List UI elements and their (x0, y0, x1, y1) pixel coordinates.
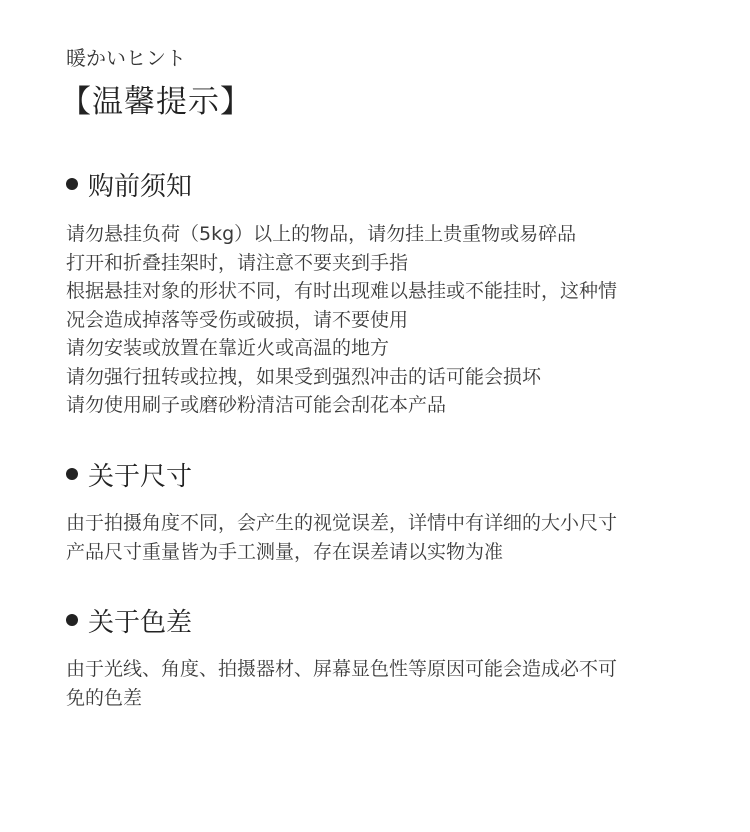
text-line: 请勿使用刷子或磨砂粉清洁可能会刮花本产品 (66, 394, 447, 416)
page-title: 【温馨提示】 (60, 84, 252, 120)
text-line: 由于光线、角度、拍摄器材、屏幕显色性等原因可能会造成必不可 (66, 658, 618, 680)
bullet-dot-icon (66, 468, 78, 480)
text-line: 请勿安装或放置在靠近火或高温的地方 (66, 337, 390, 359)
text-line: 请勿强行扭转或拉拽，如果受到强烈冲击的话可能会损坏 (66, 365, 542, 388)
subtitle-japanese: 暖かいヒント (66, 46, 186, 70)
section-body (66, 220, 617, 420)
section-heading (66, 600, 706, 640)
bullet-dot-icon (66, 614, 78, 626)
text-line: 打开和折叠挂架时，请注意不要夹到手指 (66, 251, 409, 274)
text-line: 免的色差 (66, 686, 143, 709)
bullet-dot-icon (66, 178, 78, 190)
section-heading-text: 关于尺寸 (88, 461, 193, 492)
section-heading (66, 454, 706, 494)
section-heading-text: 关于色差 (88, 607, 193, 638)
text-line: 根据悬挂对象的形状不同，有时出现难以悬挂或不能挂时，这种情 (66, 280, 618, 302)
section-pre-purchase-notes (66, 164, 706, 416)
text-line: 由于拍摄角度不同，会产生的视觉误差，详情中有详细的大小尺寸 (66, 512, 618, 534)
text-line: 请勿悬挂负荷（5kg）以上的物品，请勿挂上贵重物或易碎品 (66, 223, 577, 245)
text-line: 产品尺寸重量皆为手工测量，存在误差请以实物为准 (66, 540, 504, 563)
text-line: 况会造成掉落等受伤或破损，请不要使用 (66, 308, 409, 331)
section-about-size (66, 454, 706, 563)
section-body (66, 509, 617, 566)
section-heading-text: 购前须知 (88, 171, 193, 202)
section-about-color-difference (66, 600, 706, 709)
section-body (66, 655, 617, 712)
section-heading (66, 164, 706, 204)
